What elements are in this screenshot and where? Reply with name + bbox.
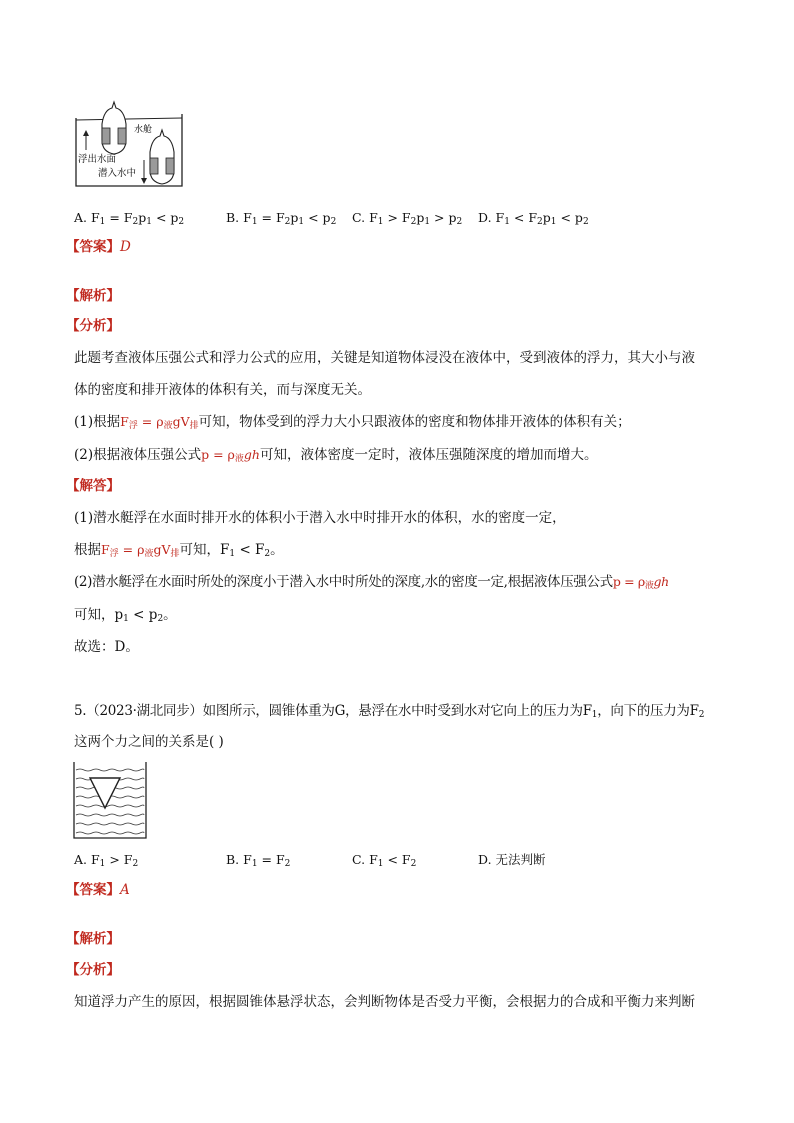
answer-value: D: [120, 239, 131, 255]
q5-fenxi-label: 【分析】: [66, 962, 120, 978]
answer-value: A: [120, 882, 130, 898]
cone-in-water-figure: [72, 760, 148, 840]
answer-label: 【答案】: [66, 882, 120, 898]
q5-option-c: C. $F_1 < F_2$: [352, 852, 417, 869]
q4-fenxi-line2: 体的密度和排开液体的体积有关，而与深度无关。: [74, 382, 371, 398]
label-float: 浮出水面: [78, 154, 117, 165]
q4-fenxi-line4: (2)根据液体压强公式$p = \rho_液gh$可知，液体密度一定时，液体压强随深度的增加而增大。: [74, 447, 598, 464]
q5-fenxi-line1: 知道浮力产生的原因，根据圆锥体悬浮状态，会判断物体是否受力平衡，会根据力的合成和平衡力来判断: [74, 994, 695, 1010]
q4-jieda-line2: 根据$F_浮 = \rho_液gV_排$可知，$F_1 < F_2$。: [74, 542, 284, 559]
q4-option-b: B. $F_1 = F_2p_1 < p_2$: [226, 210, 337, 227]
q4-fenxi-line3: (1)根据$F_浮 = \rho_液gV_排$可知，物体受到的浮力大小只跟液体的密度和物体排开液体的体积有关；: [74, 414, 631, 431]
q4-jieda-line4: 可知，$p_1 < p_2$。: [74, 607, 177, 624]
q5-stem-line2: 这两个力之间的关系是( ): [74, 734, 224, 750]
label-dive: 潜入水中: [98, 168, 137, 179]
q5-answer: [66, 881, 130, 899]
q4-answer: [66, 238, 131, 256]
answer-label: 【答案】: [66, 239, 120, 255]
q4-analysis-label: 【解析】: [66, 288, 120, 304]
q4-option-d: D. $F_1 < F_2p_1 < p_2$: [478, 210, 589, 227]
q4-option-a: A. $F_1 = F_2p_1 < p_2$: [74, 210, 185, 227]
q4-fenxi-label: 【分析】: [66, 318, 120, 334]
q4-option-c: C. $F_1 > F_2p_1 > p_2$: [352, 210, 463, 227]
q4-fenxi-line1: 此题考查液体压强公式和浮力公式的应用，关键是知道物体浸没在液体中，受到液体的浮力，其大小与液: [74, 350, 695, 366]
label-water-tank: 水舱: [134, 125, 153, 135]
q4-jieda-line3: (2)潜水艇浮在水面时所处的深度小于潜入水中时所处的深度,水的密度一定,根据液体压强公式$p = \rho_液gh$: [74, 574, 669, 591]
q5-option-d: D. 无法判断: [478, 852, 546, 867]
q4-choice: 故选：D。: [74, 639, 139, 655]
submarine-figure: [74, 100, 186, 188]
q5-option-b: B. $F_1 = F_2$: [226, 852, 291, 869]
q4-jieda-line1: (1)潜水艇浮在水面时排开水的体积小于潜入水中时排开水的体积，水的密度一定，: [74, 510, 566, 526]
q5-option-a: A. $F_1 > F_2$: [74, 852, 139, 869]
q5-stem-line1: 5.（2023·湖北同步）如图所示，圆锥体重为G，悬浮在水中时受到水对它向上的压力为$F_1$，向下的压力为$F_2$: [74, 703, 705, 720]
q5-analysis-label: 【解析】: [66, 931, 120, 947]
q4-jieda-label: 【解答】: [66, 478, 120, 494]
